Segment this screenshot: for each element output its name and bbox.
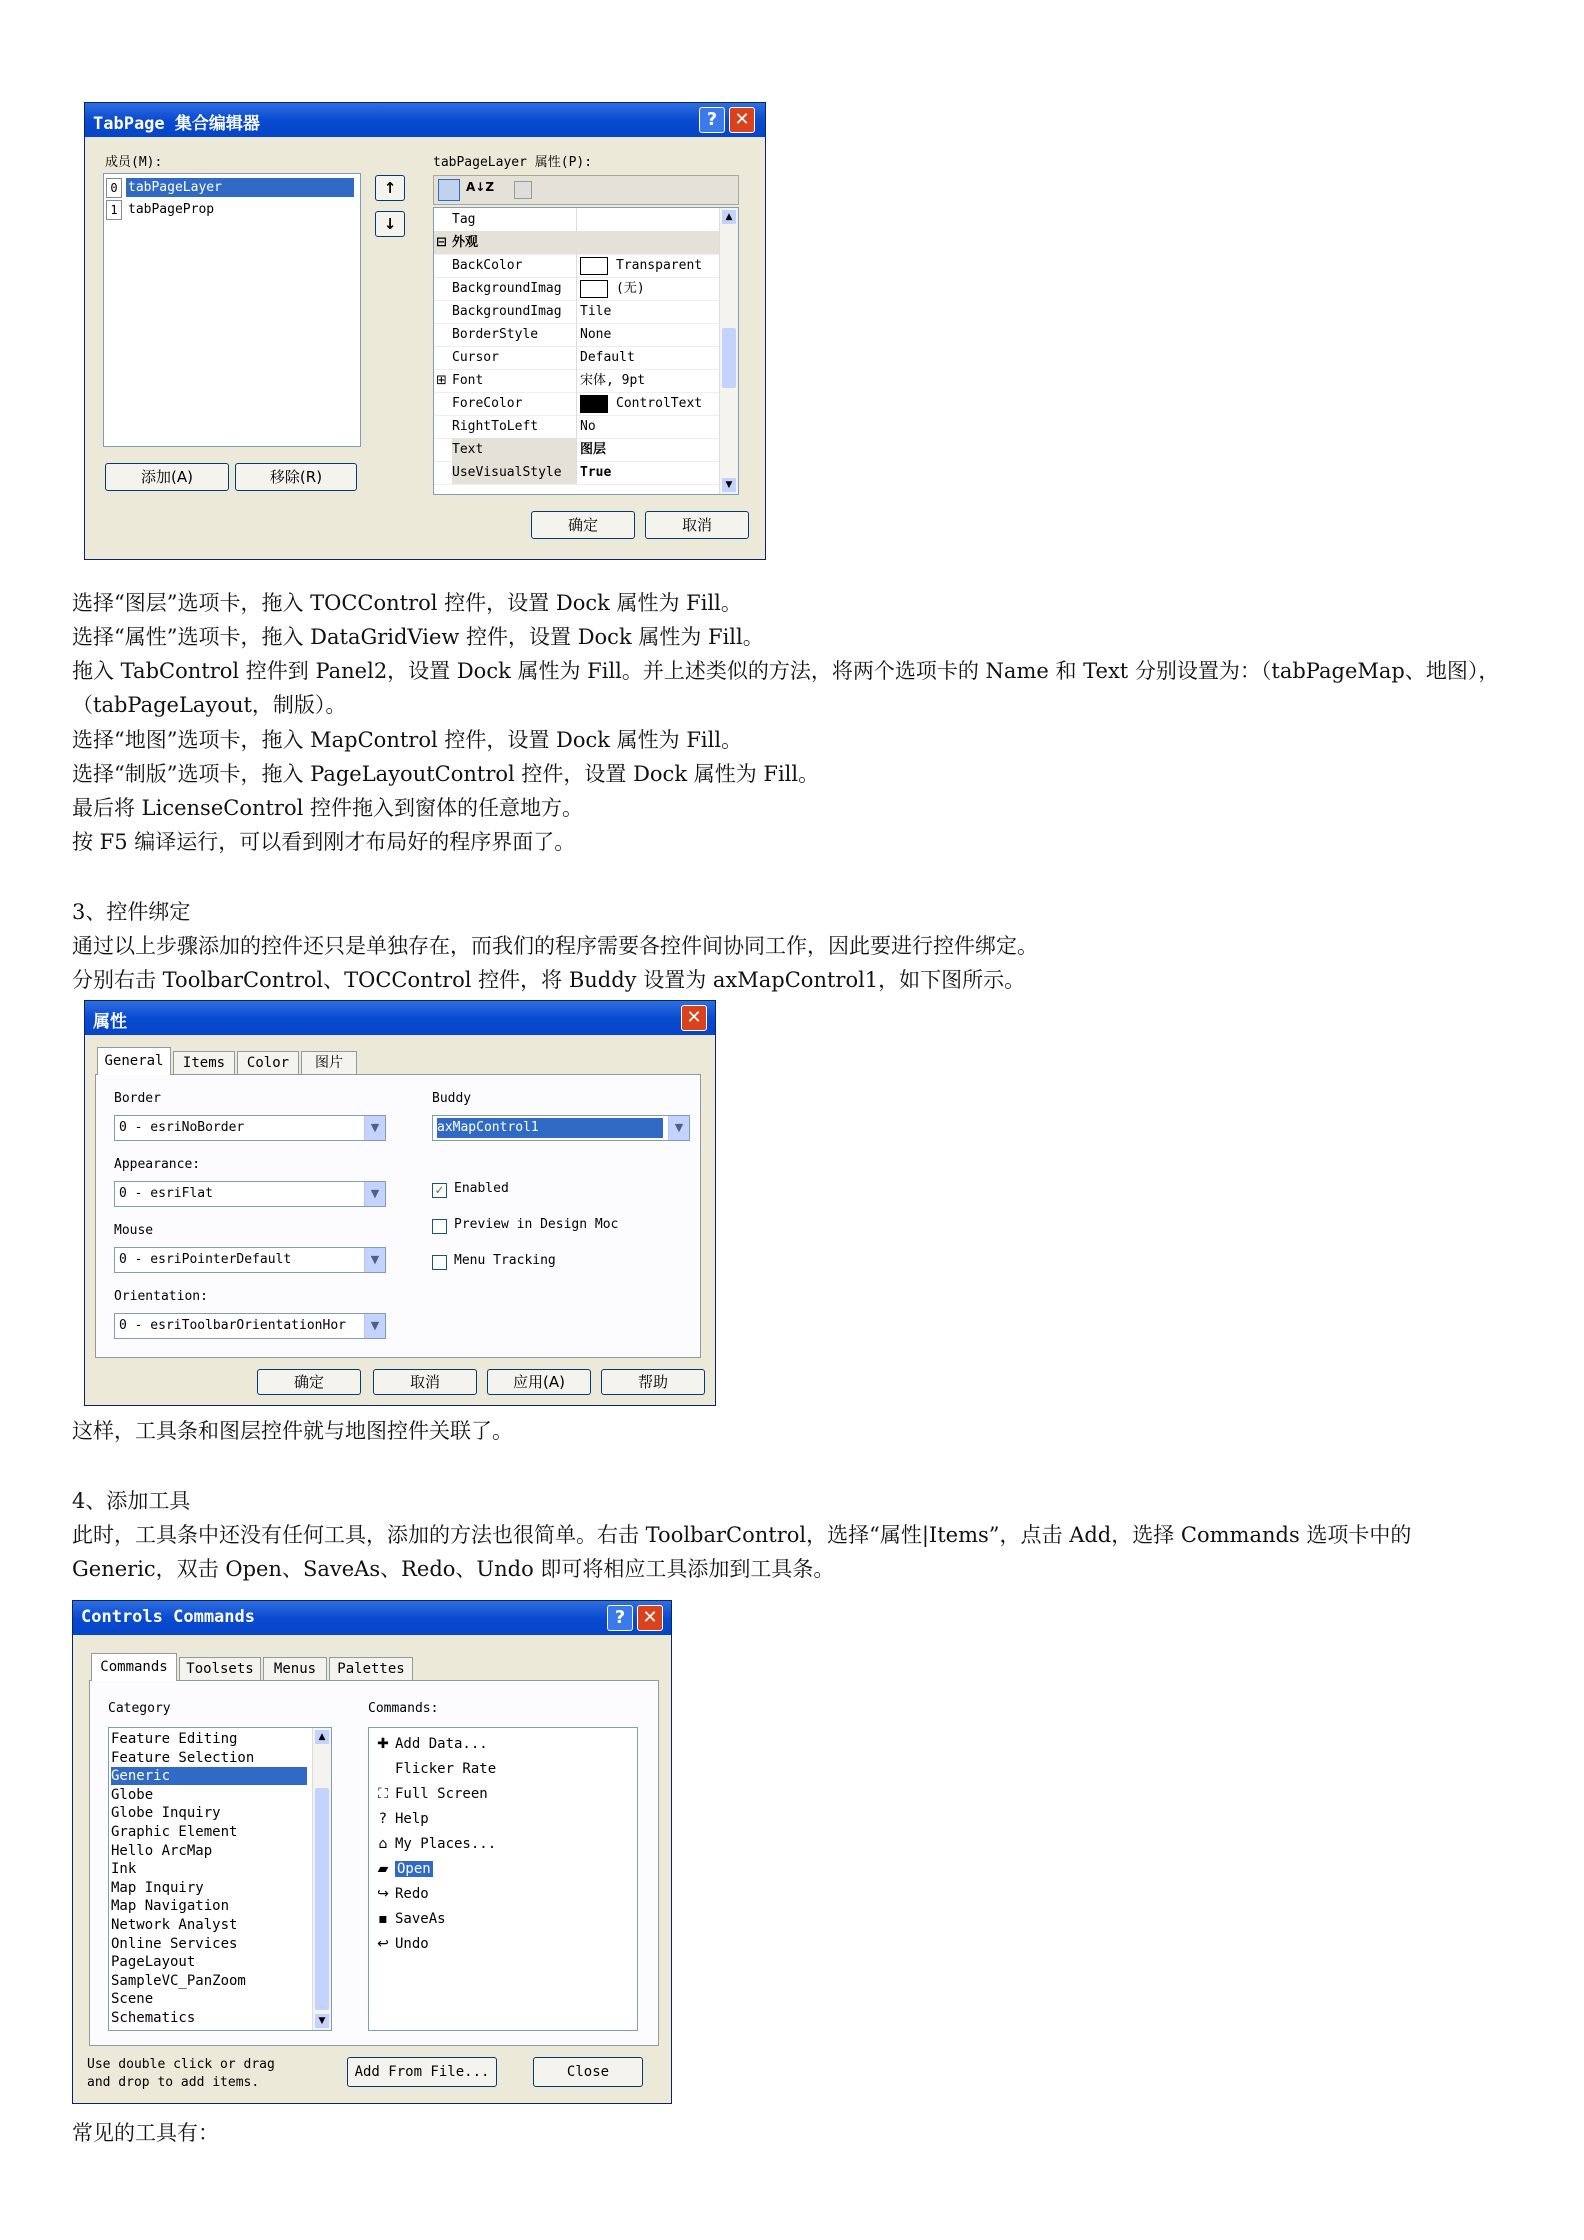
category-item[interactable]: Feature Selection bbox=[111, 1749, 255, 1766]
dialog-title: TabPage 集合编辑器 bbox=[93, 114, 260, 134]
appearance-label: Appearance: bbox=[114, 1157, 201, 1172]
expand-icon[interactable]: ⊞ bbox=[436, 373, 447, 388]
property-category-name: 外观 bbox=[452, 235, 479, 250]
category-item[interactable]: Feature Editing bbox=[111, 1731, 238, 1747]
paragraph-common-tools: 常见的工具有： bbox=[72, 2121, 219, 2145]
paragraph-add-tools: 此时，工具条中还没有任何工具，添加的方法也很简单。右击 ToolbarControl，选择“属性|Items”，点击 Add，选择 Commands 选项卡中的 Generic，双击 Open、SaveAs、Redo、Undo 即可将相应工具添加到工具条。 bbox=[72, 1523, 1412, 1581]
orientation-select[interactable] bbox=[114, 1313, 386, 1339]
category-label: Category bbox=[108, 1701, 171, 1716]
property-pages-icon[interactable] bbox=[514, 181, 532, 199]
apply-button[interactable]: 应用(A) bbox=[487, 1369, 591, 1395]
mouse-label: Mouse bbox=[114, 1223, 154, 1238]
tab-palettes[interactable]: Palettes bbox=[329, 1657, 413, 1681]
tab-items[interactable]: Items bbox=[173, 1051, 235, 1075]
open-folder-icon: ▰ bbox=[377, 1861, 389, 1877]
property-row[interactable] bbox=[434, 300, 734, 324]
tabpage-collection-editor-dialog bbox=[84, 102, 766, 560]
border-value: 0 - esriNoBorder bbox=[119, 1120, 245, 1135]
category-list[interactable] bbox=[108, 1727, 332, 2031]
category-item[interactable]: Graphic Element bbox=[111, 1824, 238, 1840]
mouse-value: 0 - esriPointerDefault bbox=[119, 1252, 292, 1267]
dialog-titlebar bbox=[85, 103, 765, 137]
help-button[interactable]: 帮助 bbox=[601, 1369, 705, 1395]
category-item[interactable]: Schematics bbox=[111, 2010, 196, 2026]
command-label: My Places... bbox=[395, 1836, 497, 1852]
property-value[interactable] bbox=[580, 277, 730, 300]
property-value-text: True bbox=[580, 465, 612, 480]
property-name: Font bbox=[452, 369, 577, 392]
command-item[interactable] bbox=[373, 1757, 496, 1781]
property-value-text: 图层 bbox=[580, 442, 607, 457]
property-name: BackColor bbox=[452, 254, 577, 277]
property-value-text: Transparent bbox=[616, 258, 703, 273]
category-item[interactable]: Generic bbox=[111, 1767, 307, 1785]
property-row[interactable] bbox=[434, 369, 734, 393]
buddy-label: Buddy bbox=[432, 1091, 472, 1106]
property-name: RightToLeft bbox=[452, 415, 577, 438]
property-name: ForeColor bbox=[452, 392, 577, 415]
undo-icon: ↩ bbox=[377, 1936, 389, 1952]
save-icon: ▪ bbox=[378, 1911, 388, 1927]
scroll-up-icon[interactable]: ▲ bbox=[722, 210, 736, 224]
property-row[interactable] bbox=[434, 392, 734, 416]
property-name: BorderStyle bbox=[452, 323, 577, 346]
paragraph-tab-property: 选择“属性”选项卡，拖入 DataGridView 控件，设置 Dock 属性为 Fill。 bbox=[72, 625, 764, 649]
add-button[interactable]: 添加(A) bbox=[105, 463, 229, 491]
tab-menus[interactable]: Menus bbox=[263, 1657, 327, 1681]
appearance-value: 0 - esriFlat bbox=[119, 1186, 213, 1201]
property-value-text: (无) bbox=[616, 281, 645, 296]
buddy-select[interactable] bbox=[432, 1115, 690, 1141]
chevron-down-icon[interactable]: ▼ bbox=[364, 1314, 385, 1338]
border-label: Border bbox=[114, 1091, 161, 1106]
help-button[interactable]: ? bbox=[607, 1605, 633, 1631]
collapse-icon[interactable]: ⊟ bbox=[436, 235, 447, 250]
cancel-button[interactable]: 取消 bbox=[645, 511, 749, 539]
command-item[interactable] bbox=[373, 1907, 446, 1931]
tab-images[interactable]: 图片 bbox=[301, 1051, 357, 1075]
property-value[interactable] bbox=[580, 392, 730, 415]
command-item[interactable] bbox=[373, 1807, 429, 1831]
dialog-titlebar bbox=[85, 1001, 715, 1035]
appearance-select[interactable] bbox=[114, 1181, 386, 1207]
commands-list[interactable] bbox=[368, 1727, 638, 2031]
arrow-up-icon: ↑ bbox=[383, 179, 397, 197]
close-button[interactable]: ✕ bbox=[637, 1605, 663, 1631]
scroll-up-icon[interactable]: ▲ bbox=[315, 1730, 329, 1744]
categorized-icon[interactable] bbox=[438, 179, 460, 201]
paragraph-run: 按 F5 编译运行，可以看到刚才布局好的程序界面了。 bbox=[72, 830, 576, 854]
move-down-button[interactable] bbox=[375, 211, 405, 237]
scroll-thumb[interactable] bbox=[722, 328, 736, 388]
property-name: Text bbox=[452, 438, 577, 461]
chevron-down-icon[interactable]: ▼ bbox=[364, 1248, 385, 1272]
chevron-down-icon[interactable]: ▼ bbox=[668, 1116, 689, 1140]
command-label: Open bbox=[397, 1861, 431, 1877]
member-name: tabPageLayer bbox=[126, 178, 354, 197]
paragraph-binding-buddy: 分别右击 ToolbarControl、TOCControl 控件，将 Buddy 设置为 axMapControl1，如下图所示。 bbox=[72, 968, 1026, 992]
property-value[interactable] bbox=[580, 300, 730, 323]
members-item-1[interactable] bbox=[106, 200, 356, 219]
tab-toolsets[interactable]: Toolsets bbox=[179, 1657, 261, 1681]
commands-label: Commands: bbox=[368, 1701, 439, 1716]
member-name: tabPageProp bbox=[128, 202, 215, 217]
property-value[interactable] bbox=[580, 208, 730, 231]
scroll-down-icon[interactable]: ▼ bbox=[315, 2014, 329, 2028]
command-item[interactable] bbox=[373, 1832, 496, 1856]
color-swatch bbox=[580, 257, 608, 275]
paragraph-binding-result: 这样，工具条和图层控件就与地图控件关联了。 bbox=[72, 1419, 513, 1443]
buddy-value: axMapControl1 bbox=[437, 1118, 663, 1138]
cancel-button[interactable]: 取消 bbox=[373, 1369, 477, 1395]
paragraph-license: 最后将 LicenseControl 控件拖入到窗体的任意地方。 bbox=[72, 796, 584, 820]
property-value[interactable] bbox=[580, 254, 730, 277]
general-tab-panel bbox=[95, 1074, 701, 1358]
add-data-icon: ✚ bbox=[377, 1736, 389, 1752]
preview-design-mode-label: Preview in Design Moc bbox=[454, 1217, 619, 1232]
move-up-button[interactable] bbox=[375, 175, 405, 201]
property-value[interactable] bbox=[580, 461, 730, 484]
members-label: 成员(M): bbox=[105, 155, 163, 170]
color-swatch bbox=[580, 280, 608, 298]
property-name: BackgroundImag bbox=[452, 300, 577, 323]
property-row[interactable] bbox=[434, 323, 734, 347]
orientation-value: 0 - esriToolbarOrientationHor bbox=[119, 1318, 346, 1333]
property-value-text: Tile bbox=[580, 304, 612, 319]
chevron-down-icon[interactable]: ▼ bbox=[364, 1116, 385, 1140]
category-item[interactable]: Ink bbox=[111, 1861, 137, 1878]
close-dialog-button[interactable]: Close bbox=[533, 2057, 643, 2087]
command-item[interactable] bbox=[373, 1857, 433, 1881]
property-name: UseVisualStyle bbox=[452, 461, 577, 484]
category-item[interactable]: Globe bbox=[111, 1786, 154, 1803]
preview-design-mode-checkbox[interactable] bbox=[432, 1219, 447, 1234]
chevron-down-icon[interactable]: ▼ bbox=[364, 1182, 385, 1206]
enabled-label: Enabled bbox=[454, 1181, 509, 1196]
my-places-icon: ⌂ bbox=[378, 1836, 388, 1852]
property-row[interactable] bbox=[434, 277, 734, 301]
close-button[interactable]: ✕ bbox=[681, 1005, 707, 1031]
menu-tracking-label: Menu Tracking bbox=[454, 1253, 556, 1268]
category-item[interactable]: Network Analyst bbox=[111, 1917, 238, 1933]
category-item[interactable]: Online Services bbox=[111, 1935, 238, 1952]
property-value[interactable] bbox=[580, 346, 730, 369]
command-label: Redo bbox=[395, 1886, 429, 1902]
command-item[interactable] bbox=[373, 1932, 429, 1956]
category-item[interactable]: SampleVC_PanZoom bbox=[111, 1972, 246, 1989]
category-item[interactable]: Hello ArcMap bbox=[111, 1842, 213, 1859]
controls-commands-dialog bbox=[72, 1600, 672, 2104]
property-value[interactable] bbox=[580, 438, 730, 461]
property-name: BackgroundImag bbox=[452, 277, 577, 300]
dialog-title: 属性 bbox=[93, 1012, 127, 1032]
property-row[interactable] bbox=[434, 254, 734, 278]
command-item[interactable] bbox=[373, 1782, 488, 1806]
command-label: Flicker Rate bbox=[395, 1761, 497, 1777]
tab-commands[interactable]: Commands bbox=[91, 1653, 177, 1681]
property-value[interactable] bbox=[580, 415, 730, 438]
properties-dialog bbox=[84, 1000, 716, 1406]
property-toolbar bbox=[433, 175, 739, 205]
property-row[interactable] bbox=[434, 231, 734, 255]
property-value-text: None bbox=[580, 327, 612, 342]
menu-tracking-checkbox[interactable] bbox=[432, 1255, 447, 1270]
mouse-select[interactable] bbox=[114, 1247, 386, 1273]
property-name: Cursor bbox=[452, 346, 577, 369]
category-item[interactable]: Map Navigation bbox=[111, 1898, 230, 1915]
section-heading-add-tools: 4、添加工具 bbox=[72, 1489, 191, 1513]
property-value-text: 宋体, 9pt bbox=[580, 373, 646, 388]
hint-text-line-1: Use double click or drag bbox=[87, 2057, 275, 2072]
property-row[interactable] bbox=[434, 461, 734, 485]
add-from-file-button[interactable]: Add From File... bbox=[347, 2057, 497, 2087]
command-label: Undo bbox=[395, 1936, 429, 1952]
help-icon: ? bbox=[379, 1811, 387, 1827]
command-label: Add Data... bbox=[395, 1736, 488, 1752]
property-value-text: ControlText bbox=[616, 396, 703, 411]
property-value-text: Default bbox=[580, 350, 635, 365]
paragraph-tab-layout: 选择“制版”选项卡，拖入 PageLayoutControl 控件，设置 Dock 属性为 Fill。 bbox=[72, 762, 820, 786]
members-item-0[interactable] bbox=[106, 178, 356, 197]
command-item[interactable] bbox=[373, 1732, 488, 1756]
member-index: 0 bbox=[106, 178, 122, 198]
dialog-titlebar bbox=[73, 1601, 671, 1635]
property-value[interactable] bbox=[580, 369, 730, 392]
property-grid[interactable] bbox=[433, 207, 739, 495]
commands-tab-panel bbox=[89, 1680, 659, 2046]
border-select[interactable] bbox=[114, 1115, 386, 1141]
paragraph-tab-layer: 选择“图层”选项卡，拖入 TOCControl 控件，设置 Dock 属性为 Fill。 bbox=[72, 591, 742, 615]
help-button[interactable]: ? bbox=[699, 107, 725, 133]
section-heading-binding: 3、控件绑定 bbox=[72, 900, 191, 924]
property-row[interactable] bbox=[434, 346, 734, 370]
enabled-checkbox[interactable]: ✓ bbox=[432, 1183, 447, 1198]
tab-color[interactable]: Color bbox=[237, 1051, 299, 1075]
property-row[interactable] bbox=[434, 438, 734, 462]
tab-general[interactable]: General bbox=[97, 1047, 171, 1075]
property-value-text: No bbox=[580, 419, 596, 434]
redo-icon: ↪ bbox=[377, 1886, 389, 1902]
paragraph-binding-intro: 通过以上步骤添加的控件还只是单独存在，而我们的程序需要各控件间协同工作，因此要进行控件绑定。 bbox=[72, 934, 1038, 958]
property-value[interactable] bbox=[580, 323, 730, 346]
ok-button[interactable]: 确定 bbox=[531, 511, 635, 539]
scroll-thumb[interactable] bbox=[315, 1788, 329, 2010]
properties-label: tabPageLayer 属性(P): bbox=[433, 155, 593, 170]
color-swatch bbox=[580, 395, 608, 413]
remove-button[interactable]: 移除(R) bbox=[235, 463, 357, 491]
category-item[interactable]: PageLayout bbox=[111, 1954, 196, 1971]
hint-text-line-2: and drop to add items. bbox=[87, 2075, 260, 2090]
property-name: Tag bbox=[452, 208, 577, 231]
category-list-scrollbar[interactable] bbox=[312, 1728, 331, 2030]
category-item[interactable]: Globe Inquiry bbox=[111, 1805, 221, 1822]
dialog-title: Controls Commands bbox=[81, 1607, 255, 1627]
paragraph-tabcontrol: 拖入 TabControl 控件到 Panel2，设置 Dock 属性为 Fill。并上述类似的方法，将两个选项卡的 Name 和 Text 分别设置为：（tabPageMap、地图），（tabPageLayout，制版）。 bbox=[72, 659, 1500, 717]
ok-button[interactable]: 确定 bbox=[257, 1369, 361, 1395]
arrow-down-icon: ↓ bbox=[383, 215, 397, 233]
category-item[interactable]: Map Inquiry bbox=[111, 1879, 204, 1896]
command-label: SaveAs bbox=[395, 1911, 446, 1927]
command-item[interactable] bbox=[373, 1882, 429, 1906]
category-item[interactable]: Scene bbox=[111, 1991, 154, 2008]
property-row[interactable] bbox=[434, 208, 734, 232]
scroll-down-icon[interactable]: ▼ bbox=[722, 478, 736, 492]
property-row[interactable] bbox=[434, 415, 734, 439]
paragraph-tab-map: 选择“地图”选项卡，拖入 MapControl 控件，设置 Dock 属性为 Fill。 bbox=[72, 728, 743, 752]
member-index: 1 bbox=[106, 200, 122, 220]
command-label: Help bbox=[395, 1811, 429, 1827]
property-grid-scrollbar[interactable] bbox=[719, 208, 738, 494]
members-list[interactable] bbox=[103, 173, 361, 447]
sort-alphabetical-icon[interactable]: A↓Z bbox=[466, 180, 495, 194]
command-label: Full Screen bbox=[395, 1786, 488, 1802]
close-button[interactable]: ✕ bbox=[729, 107, 755, 133]
orientation-label: Orientation: bbox=[114, 1289, 208, 1304]
full-screen-icon: ⛶ bbox=[378, 1786, 388, 1802]
